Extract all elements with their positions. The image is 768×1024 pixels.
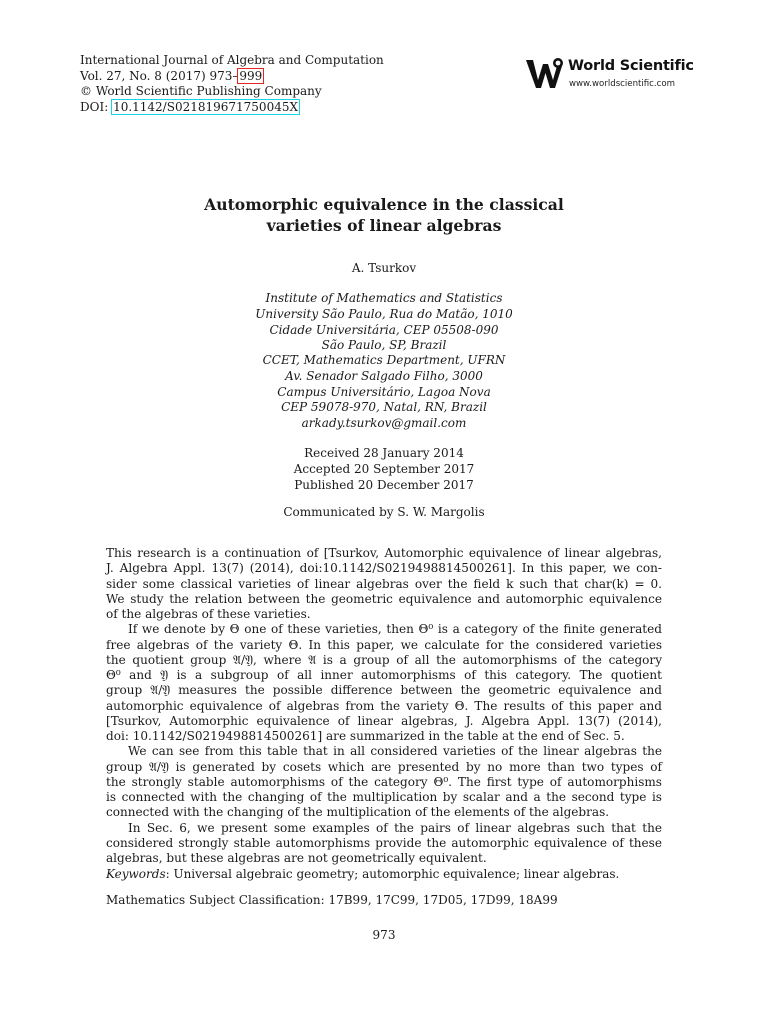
page-number: 973 [372,928,396,942]
affiliation-line: São Paulo, SP, Brazil [321,338,447,353]
abstract-paragraph [106,744,662,820]
doi-line [80,100,384,116]
abstract-line: considered strongly stable automorphisms provide the automorphic equivalence of these [106,835,662,850]
world-scientific-logo [524,52,694,96]
affiliation-line: CEP 59078-970, Natal, RN, Brazil [281,400,487,415]
doi-label: DOI: [80,99,113,114]
received-date: Received 28 January 2014 [304,446,464,460]
journal-name: International Journal of Algebra and Computation [80,53,384,67]
affiliation-line: University São Paulo, Rua do Matão, 1010 [255,306,513,321]
abstract-line: sider some classical varieties of linear algebras over the field k such that char(k) = 0. [106,576,662,591]
doi-link[interactable]: 10.1142/S021819671750045X [113,99,299,114]
abstract-line: We study the relation between the geometric equivalence and automorphic equivalence [106,591,662,606]
publication-dates [134,446,634,493]
affiliation-1 [134,291,634,354]
keywords-text: : Universal algebraic geometry; automorphic equivalence; linear algebras. [165,867,620,881]
affiliation-line: CCET, Mathematics Department, UFRN [262,353,506,367]
journal-volume-text: Vol. 27, No. 8 (2017) 973– [80,68,239,83]
abstract-line: connected with the changing of the multiplication of the elements of the algebras. [106,805,610,820]
abstract-line: [Tsurkov, Automorphic equivalence of linear algebras, J. Algebra Appl. 13(7) (2014), [106,713,662,728]
affiliation-line: Institute of Mathematics and Statistics [265,291,503,305]
abstract-line: If we denote by Θ one of these varieties, then Θ⁰ is a category of the finite generated [128,622,662,637]
abstract-line: of the algebras of these varieties. [106,607,311,621]
paper-title [134,194,634,236]
journal-volume [80,69,384,85]
abstract-line: This research is a continuation of [Tsurkov, Automorphic equivalence of linear algebras, [106,546,662,560]
accepted-date: Accepted 20 September 2017 [293,461,475,476]
abstract-line: free algebras of the variety Θ. In this paper, we calculate for the considered varieties [106,637,662,652]
msc-classification: Mathematics Subject Classification: 17B99, 17C99, 17D05, 17D99, 18A99 [106,893,558,907]
affiliation-line: Campus Universitário, Lagoa Nova [277,384,491,399]
ws-logo-icon [524,56,568,92]
published-date: Published 20 December 2017 [294,477,474,492]
journal-header [80,53,384,115]
publisher-url[interactable]: www.worldscientific.com [569,79,675,89]
abstract-line: is connected with the changing of the multiplication by scalar and a the second type is [106,790,662,804]
communicated-by: Communicated by S. W. Margolis [283,505,485,519]
abstract-line: the quotient group 𝔄/𝔜, where 𝔄 is a group of all the automorphisms of the category [106,652,662,667]
abstract-line: group 𝔄/𝔜 measures the possible difference between the geometric equivalence and [106,683,662,698]
abstract-paragraph [106,622,662,744]
abstract-line: automorphic equivalence of algebras from the variety Θ. The results of this paper and [106,698,662,713]
abstract-paragraph [106,546,662,622]
author-email[interactable]: arkady.tsurkov@gmail.com [301,416,467,431]
author: A. Tsurkov [351,261,417,275]
abstract-line: We can see from this table that in all considered varieties of the linear algebras the [128,744,662,759]
abstract-line: J. Algebra Appl. 13(7) (2014), doi:10.1142/S0219498814500261]. In this paper, we con- [106,561,662,576]
abstract [106,546,662,866]
copyright: © World Scientific Publishing Company [80,84,322,98]
affiliation-line: Cidade Universitária, CEP 05508-090 [269,322,499,337]
publisher-name: World Scientific [568,58,694,74]
affiliation-2 [134,353,634,432]
title-line-2: varieties of linear algebras [266,216,502,235]
title-line-1: Automorphic equivalence in the classical [204,195,564,214]
affiliation-line: Av. Senador Salgado Filho, 3000 [285,368,483,383]
end-page-link[interactable]: 999 [239,68,263,83]
abstract-line: the strongly stable automorphisms of the category Θ⁰. The first type of automorphisms [106,774,662,789]
abstract-paragraph [106,821,662,867]
abstract-line: In Sec. 6, we present some examples of the pairs of linear algebras such that the [128,820,662,835]
abstract-line: Θ⁰ and 𝔜 is a subgroup of all inner automorphisms of this category. The quotient [106,668,662,682]
abstract-line: algebras, but these algebras are not geometrically equivalent. [106,851,487,865]
keywords [106,867,619,881]
keywords-label: Keywords [106,867,166,881]
abstract-line: group 𝔄/𝔜 is generated by cosets which are presented by no more than two types of [106,759,662,774]
abstract-line: doi: 10.1142/S0219498814500261] are summarized in the table at the end of Sec. 5. [106,729,625,743]
